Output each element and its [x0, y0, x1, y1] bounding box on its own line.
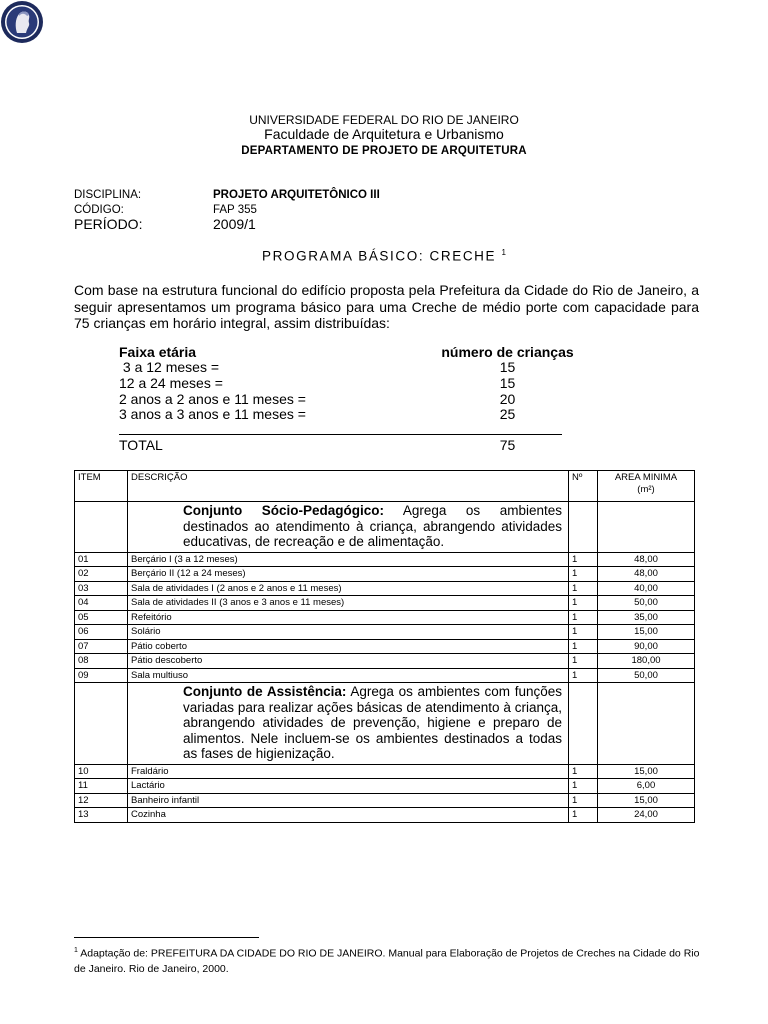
footnote: [74, 943, 714, 977]
university-seal-icon: [0, 0, 44, 44]
row-description: Pátio coberto: [128, 639, 569, 654]
row-number: 1: [569, 779, 598, 794]
row-area: 90,00: [598, 639, 695, 654]
group-row: [75, 683, 695, 765]
group-description: [128, 683, 569, 765]
footnote-divider: [74, 937, 259, 938]
row-item: 12: [75, 793, 128, 808]
age-column-header: Faixa etária: [119, 344, 197, 360]
row-item: 06: [75, 625, 128, 640]
row-item: 02: [75, 567, 128, 582]
footnote-text: Adaptação de: PREFEITURA DA CIDADE DO RIO DE JANEIRO. Manual para Elaboração de Projetos de Creches na Cidade do Rio de Janeiro. Rio de Janeiro, 2000.: [74, 947, 700, 975]
age-row-count: 25: [499, 406, 516, 422]
row-number: 1: [569, 596, 598, 611]
row-item: 13: [75, 808, 128, 823]
table-row: [75, 654, 695, 669]
table-row: [75, 793, 695, 808]
row-item: 07: [75, 639, 128, 654]
group-text: Agrega os ambientes destinados ao atendimento à criança, abrangendo atividades educativas, de recreação e de alimentação.: [183, 503, 562, 549]
period-label: PERÍODO:: [74, 216, 143, 232]
code-value: FAP 355: [213, 204, 257, 216]
program-table: [74, 470, 695, 823]
row-number: 1: [569, 625, 598, 640]
header-item: ITEM: [75, 471, 128, 502]
total-value: 75: [499, 437, 516, 453]
row-item: 11: [75, 779, 128, 794]
row-description: Sala multiuso: [128, 668, 569, 683]
program-title-text: PROGRAMA BÁSICO: CRECHE: [262, 248, 497, 264]
period-value: 2009/1: [213, 216, 256, 232]
row-description: Berçário I (3 a 12 meses): [128, 552, 569, 567]
age-row-label: 12 a 24 meses =: [119, 375, 223, 391]
discipline-label: DISCIPLINA:: [74, 189, 142, 201]
age-row-count: 20: [499, 391, 516, 407]
age-row-label: 3 a 12 meses =: [119, 359, 220, 375]
row-number: 1: [569, 654, 598, 669]
row-number: 1: [569, 808, 598, 823]
row-area: 15,00: [598, 764, 695, 779]
total-label: TOTAL: [119, 437, 163, 453]
row-item: 10: [75, 764, 128, 779]
table-row: [75, 764, 695, 779]
department-name: [0, 141, 768, 157]
row-description: Sala de atividades I (2 anos e 2 anos e 11 meses): [128, 581, 569, 596]
table-row: [75, 625, 695, 640]
row-area: 35,00: [598, 610, 695, 625]
row-number: 1: [569, 567, 598, 582]
table-row: [75, 596, 695, 611]
row-area: 50,00: [598, 596, 695, 611]
table-row: [75, 581, 695, 596]
group-description: [128, 502, 569, 553]
row-area: 180,00: [598, 654, 695, 669]
row-description: Cozinha: [128, 808, 569, 823]
row-area: 15,00: [598, 625, 695, 640]
count-column-header: número de crianças: [441, 344, 574, 360]
row-description: Solário: [128, 625, 569, 640]
intro-paragraph: Com base na estrutura funcional do edifício proposta pela Prefeitura da Cidade do Rio de Janeiro, a seguir apresentamos um programa básico para uma Creche de médio porte com capacidade para 75 crianças em horário integral, assim distribuídas:: [74, 282, 699, 331]
row-item: 09: [75, 668, 128, 683]
group-item-cell: [75, 502, 128, 553]
row-area: 48,00: [598, 552, 695, 567]
row-area: 50,00: [598, 668, 695, 683]
footnote-ref: 1: [501, 248, 506, 257]
discipline-value: PROJETO ARQUITETÔNICO III: [213, 189, 380, 201]
row-number: 1: [569, 764, 598, 779]
row-area: 6,00: [598, 779, 695, 794]
row-item: 04: [75, 596, 128, 611]
department-text: DEPARTAMENTO DE PROJETO DE ARQUITETURA: [241, 145, 527, 157]
row-item: 01: [75, 552, 128, 567]
row-number: 1: [569, 581, 598, 596]
header-area: [598, 471, 695, 502]
code-label: CÓDIGO:: [74, 204, 124, 216]
table-row: [75, 567, 695, 582]
row-description: Sala de atividades II (3 anos e 3 anos e 11 meses): [128, 596, 569, 611]
row-item: 05: [75, 610, 128, 625]
row-description: Refeitório: [128, 610, 569, 625]
table-row: [75, 668, 695, 683]
row-number: 1: [569, 552, 598, 567]
header-area-label: AREA MINIMA: [614, 472, 678, 483]
row-area: 15,00: [598, 793, 695, 808]
group-area-cell: [598, 502, 695, 553]
table-row: [75, 779, 695, 794]
row-description: Banheiro infantil: [128, 793, 569, 808]
row-area: 48,00: [598, 567, 695, 582]
group-title: Conjunto Sócio-Pedagógico:: [183, 503, 385, 518]
group-row: [75, 502, 695, 553]
group-item-cell: [75, 683, 128, 765]
row-area: 40,00: [598, 581, 695, 596]
group-text: Agrega os ambientes com funções variadas para realizar ações básicas de atendimento à criança, abrangendo atividades de prevenção, higiene e preparo de alimentos. Nele incluem-se os ambientes destinados a todas as fases de higienização.: [183, 684, 562, 761]
header-area-unit: (m²): [637, 484, 655, 495]
footnote-mark: 1: [74, 947, 78, 954]
row-number: 1: [569, 793, 598, 808]
header-number: Nº: [569, 471, 598, 502]
age-row-label: 3 anos a 3 anos e 11 meses =: [119, 406, 306, 422]
group-number-cell: [569, 502, 598, 553]
row-description: Pátio descoberto: [128, 654, 569, 669]
faculty-name: Faculdade de Arquitetura e Urbanismo: [264, 126, 504, 142]
university-name: UNIVERSIDADE FEDERAL DO RIO DE JANEIRO: [249, 113, 519, 127]
table-row: [75, 639, 695, 654]
table-header-row: [75, 471, 695, 502]
row-item: 08: [75, 654, 128, 669]
row-description: Berçário II (12 a 24 meses): [128, 567, 569, 582]
total-divider: [119, 434, 562, 435]
row-description: Lactário: [128, 779, 569, 794]
row-number: 1: [569, 639, 598, 654]
header-description: DESCRIÇÃO: [128, 471, 569, 502]
age-row-label: 2 anos a 2 anos e 11 meses =: [119, 391, 306, 407]
program-title: [0, 248, 768, 264]
row-number: 1: [569, 610, 598, 625]
table-row: [75, 610, 695, 625]
row-number: 1: [569, 668, 598, 683]
group-title: Conjunto de Assistência:: [183, 684, 347, 699]
age-row-count: 15: [499, 359, 516, 375]
row-description: Fraldário: [128, 764, 569, 779]
row-area: 24,00: [598, 808, 695, 823]
group-area-cell: [598, 683, 695, 765]
group-number-cell: [569, 683, 598, 765]
row-item: 03: [75, 581, 128, 596]
age-row-count: 15: [499, 375, 516, 391]
table-row: [75, 552, 695, 567]
table-row: [75, 808, 695, 823]
